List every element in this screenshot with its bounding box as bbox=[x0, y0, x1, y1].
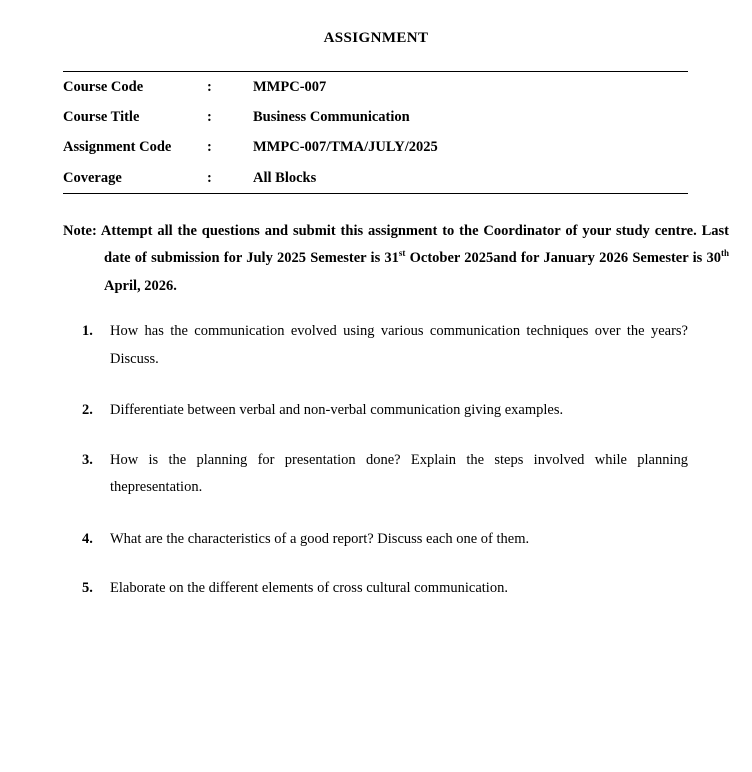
note-text-part-3: April, 2026. bbox=[104, 277, 177, 294]
row-label-coverage: Coverage bbox=[63, 169, 122, 186]
table-row bbox=[63, 72, 688, 103]
course-info-table bbox=[63, 71, 688, 194]
row-value-course-title: Business Communication bbox=[253, 109, 410, 126]
question-text: How is the planning for presentation done? Explain the steps involved while planning thepresentation. bbox=[110, 451, 688, 495]
question-number: 4. bbox=[82, 530, 93, 547]
list-item bbox=[82, 447, 688, 502]
list-item bbox=[82, 575, 688, 603]
list-item bbox=[82, 318, 688, 373]
question-spacer bbox=[82, 373, 688, 397]
questions-list bbox=[82, 318, 688, 603]
row-separator: : bbox=[207, 109, 212, 126]
table-row bbox=[63, 163, 688, 194]
row-separator: : bbox=[207, 79, 212, 95]
list-item bbox=[82, 397, 688, 425]
question-spacer bbox=[82, 553, 688, 575]
row-value-assignment-code: MMPC-007/TMA/JULY/2025 bbox=[253, 139, 438, 156]
question-text: Elaborate on the different elements of cross cultural communication. bbox=[110, 580, 508, 596]
question-number: 2. bbox=[82, 402, 93, 418]
row-label-assignment-code: Assignment Code bbox=[63, 139, 172, 156]
submission-note bbox=[63, 218, 729, 301]
row-separator: : bbox=[207, 139, 212, 156]
page-title: ASSIGNMENT bbox=[323, 30, 429, 46]
table-row bbox=[63, 102, 688, 132]
note-text-part-1: Attempt all the questions and submit this assignment to the Coordinator of your study centre. Last date of submission for July 2025 Semester is 31 bbox=[100, 222, 729, 266]
question-text: What are the characteristics of a good report? Discuss each one of them. bbox=[110, 530, 530, 547]
question-number: 1. bbox=[82, 323, 93, 339]
note-ordinal-suffix-1: st bbox=[398, 248, 406, 259]
note-prefix: Note: bbox=[63, 222, 97, 239]
question-number: 3. bbox=[82, 451, 93, 468]
row-separator: : bbox=[207, 169, 212, 186]
note-text-part-2: October 2025and for January 2026 Semester is 30 bbox=[405, 250, 721, 266]
course-info-table-body bbox=[63, 72, 688, 194]
question-number: 5. bbox=[82, 580, 93, 596]
row-label-course-code: Course Code bbox=[63, 79, 144, 95]
table-row bbox=[63, 132, 688, 162]
note-ordinal-suffix-2: th bbox=[721, 248, 729, 259]
question-spacer bbox=[82, 502, 688, 526]
row-value-coverage: All Blocks bbox=[253, 169, 317, 186]
row-value-course-code: MMPC-007 bbox=[253, 79, 327, 95]
question-text: Differentiate between verbal and non-verbal communication giving examples. bbox=[110, 402, 564, 418]
question-text: How has the communication evolved using various communication techniques over the years?Discuss. bbox=[110, 323, 688, 367]
list-item bbox=[82, 526, 688, 554]
row-label-course-title: Course Title bbox=[63, 109, 140, 126]
question-spacer bbox=[82, 425, 688, 447]
